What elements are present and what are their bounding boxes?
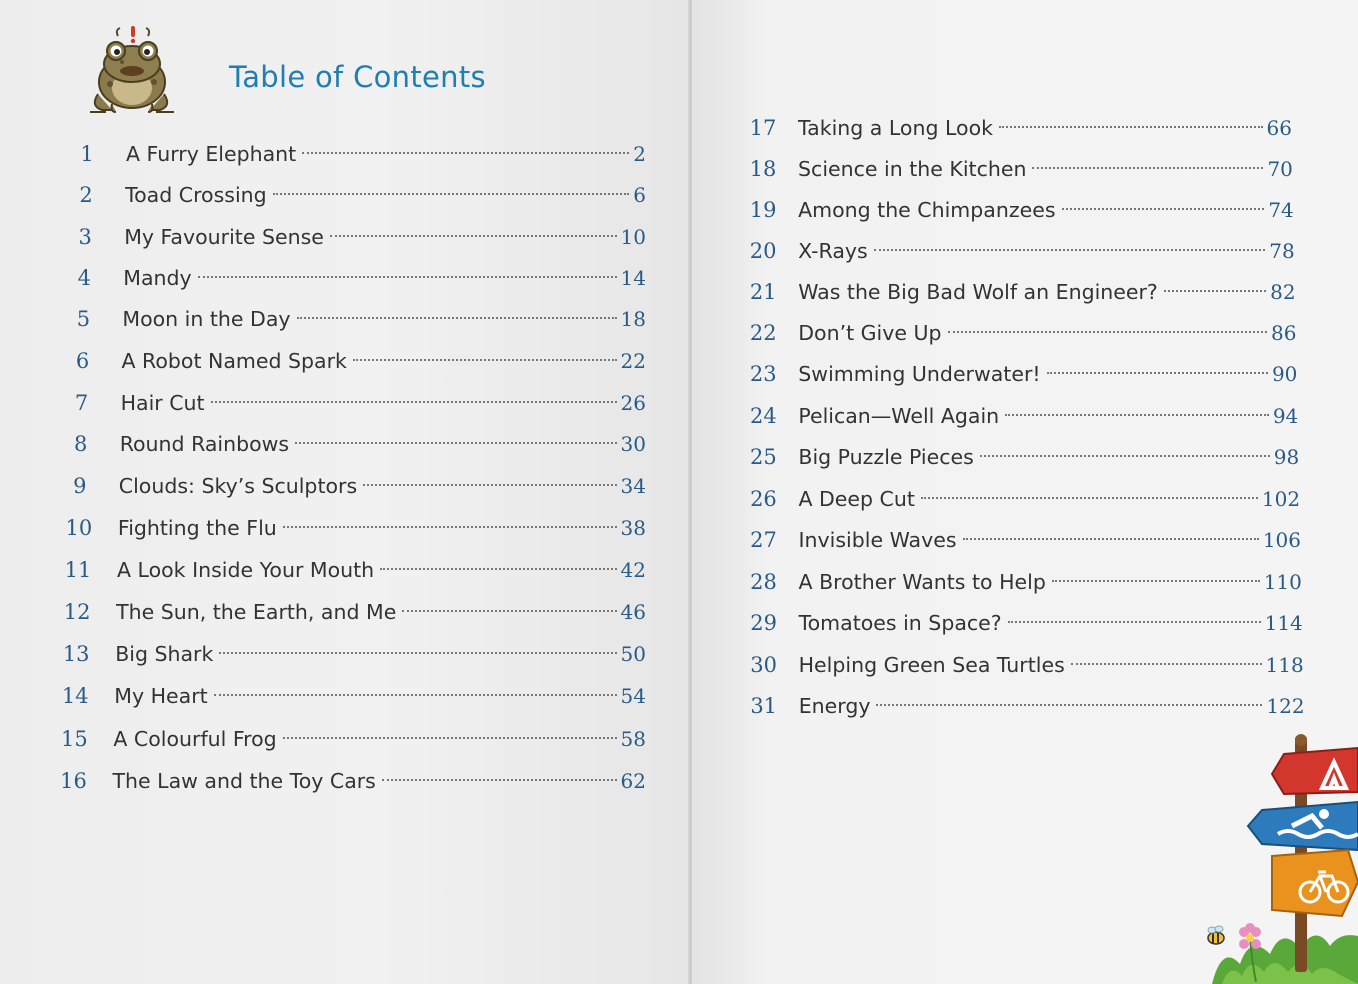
- toc-entry-number: 9: [73, 474, 87, 499]
- toc-entry-title: Helping Green Sea Turtles: [798, 652, 1065, 677]
- toc-entry-leader: [1008, 621, 1261, 623]
- toc-entry-number: 14: [61, 684, 89, 709]
- toc-entry-leader: [214, 694, 617, 696]
- toc-entry-page: 94: [1272, 403, 1299, 428]
- toc-entry-leader: [1062, 208, 1265, 210]
- frog-icon: [82, 24, 180, 116]
- toc-entry: [744, 439, 1299, 475]
- toc-entry-page: 10: [620, 224, 646, 249]
- toc-entry-leader: [980, 455, 1270, 457]
- toc-entry-leader: [402, 610, 616, 612]
- toc-entry: [59, 552, 646, 588]
- toc-entry-title: Was the Big Bad Wolf an Engineer?: [798, 280, 1158, 305]
- toc-entry-number: 5: [76, 307, 91, 332]
- toc-entry-leader: [876, 704, 1262, 706]
- toc-entry: [744, 398, 1298, 434]
- toc-entry-number: 1: [80, 142, 94, 166]
- page-title: Table of Contents: [229, 60, 486, 94]
- toc-entry: [58, 594, 646, 630]
- toc-entry-title: Clouds: Sky’s Sculptors: [118, 474, 358, 499]
- toc-entry-number: 25: [750, 445, 777, 470]
- toc-entry-title: Big Puzzle Pieces: [798, 445, 974, 470]
- toc-entry-page: 118: [1265, 652, 1304, 677]
- toc-entry-page: 98: [1273, 445, 1300, 470]
- toc-entry-number: 22: [749, 321, 777, 346]
- toc-entry-number: 20: [749, 238, 777, 263]
- toc-entry-number: 19: [749, 197, 777, 222]
- toc-entry-page: 22: [620, 349, 646, 373]
- toc-entry-leader: [297, 317, 617, 319]
- toc-entry: [57, 636, 646, 672]
- toc-entry-title: Science in the Kitchen: [798, 156, 1027, 181]
- toc-entry-leader: [1052, 580, 1260, 582]
- toc-entry-title: A Look Inside Your Mouth: [117, 558, 375, 582]
- toc-entry-page: 38: [620, 516, 646, 541]
- toc-entry: [744, 481, 1300, 517]
- toc-entry-title: Round Rainbows: [119, 432, 290, 457]
- toc-entry: [56, 678, 646, 714]
- toc-entry-leader: [302, 152, 629, 154]
- toc-entry-leader: [363, 484, 616, 486]
- toc-entry-leader: [380, 568, 616, 570]
- toc-entry-leader: [999, 126, 1263, 128]
- toc-entry-number: 23: [749, 362, 777, 387]
- toc-entry: [65, 260, 646, 296]
- toc-entry-number: 13: [62, 642, 90, 667]
- toc-entry-leader: [921, 497, 1258, 499]
- toc-entry-title: Taking a Long Look: [798, 116, 994, 140]
- toc-entry: [64, 301, 646, 337]
- toc-entry-number: 2: [79, 183, 93, 208]
- toc-entry: [744, 151, 1293, 187]
- toc-entry-number: 26: [750, 486, 777, 511]
- toc-entry-leader: [963, 538, 1259, 540]
- toc-entry: [744, 274, 1295, 310]
- toc-entry: [68, 136, 646, 172]
- toc-entry: [66, 219, 646, 255]
- toc-entry-number: 15: [61, 726, 88, 751]
- toc-entry-title: Energy: [798, 694, 871, 719]
- toc-entry: [62, 426, 646, 462]
- toc-entry-number: 4: [77, 265, 91, 290]
- toc-entry-leader: [382, 779, 617, 781]
- toc-entry-leader: [874, 249, 1266, 251]
- toc-entry-title: Moon in the Day: [122, 307, 291, 332]
- toc-entry-page: 106: [1262, 528, 1301, 552]
- toc-entry-number: 7: [74, 390, 89, 415]
- toc-entry-leader: [1005, 414, 1269, 416]
- toc-entry: [745, 605, 1303, 641]
- toc-entry-title: Fighting the Flu: [117, 516, 277, 541]
- toc-entry-title: The Sun, the Earth, and Me: [116, 600, 397, 625]
- toc-entry-page: 30: [620, 432, 646, 457]
- toc-entry: [55, 721, 646, 757]
- toc-entry-page: 58: [620, 726, 646, 751]
- toc-entry-page: 46: [620, 600, 646, 625]
- toc-entry: [744, 110, 1292, 146]
- toc-entry: [744, 233, 1295, 269]
- toc-entry-title: My Heart: [114, 684, 208, 709]
- toc-entry-number: 8: [74, 432, 88, 457]
- toc-entry-page: 26: [620, 390, 646, 415]
- toc-entry-title: Big Shark: [115, 642, 214, 667]
- toc-entry-page: 122: [1266, 694, 1305, 719]
- toc-entry-leader: [1071, 663, 1262, 665]
- toc-entry-page: 6: [633, 183, 646, 208]
- toc-entry-number: 28: [750, 569, 777, 594]
- toc-entry-number: 30: [750, 652, 777, 677]
- toc-entry: [744, 315, 1296, 351]
- toc-entry-leader: [948, 331, 1268, 333]
- toc-entry-title: Swimming Underwater!: [798, 362, 1041, 387]
- toc-entry-page: 90: [1271, 362, 1298, 387]
- toc-entry-page: 50: [620, 642, 646, 667]
- toc-entry-page: 18: [620, 307, 646, 332]
- toc-entry-number: 10: [65, 516, 93, 541]
- toc-entry-title: Invisible Waves: [798, 528, 957, 552]
- toc-entry-number: 29: [750, 611, 777, 636]
- toc-entry: [745, 522, 1302, 558]
- toc-entry-leader: [219, 652, 616, 654]
- toc-entry-leader: [353, 359, 617, 361]
- toc-entry-page: 2: [633, 142, 646, 166]
- toc-entry-title: The Law and the Toy Cars: [112, 769, 376, 793]
- toc-entry-leader: [1032, 167, 1263, 169]
- toc-entry-page: 42: [620, 558, 646, 582]
- toc-entry-number: 17: [749, 116, 777, 140]
- bee-icon: [1208, 926, 1224, 944]
- toc-entry-title: Toad Crossing: [125, 183, 267, 208]
- toc-entry-leader: [273, 193, 630, 195]
- toc-entry-page: 82: [1270, 280, 1296, 305]
- toc-entry-page: 14: [620, 265, 646, 290]
- toc-entry-page: 70: [1267, 156, 1293, 181]
- toc-entry-title: X-Rays: [798, 238, 868, 263]
- toc-entry-page: 86: [1271, 321, 1297, 346]
- toc-entry-title: Tomatoes in Space?: [798, 611, 1002, 636]
- toc-entry-leader: [295, 442, 616, 444]
- toc-entry-number: 21: [749, 280, 777, 305]
- toc-entry-number: 3: [78, 224, 92, 249]
- toc-entry: [64, 343, 647, 379]
- toc-entry-leader: [330, 235, 617, 237]
- toc-entry: [745, 688, 1305, 724]
- toc-entry-leader: [198, 276, 617, 278]
- toc-entry-title: A Brother Wants to Help: [798, 569, 1046, 594]
- toc-entry: [745, 647, 1304, 683]
- toc-entry: [63, 385, 646, 421]
- toc-entry-number: 24: [749, 403, 777, 428]
- toc-entry: [61, 468, 646, 504]
- toc-entry-number: 6: [75, 349, 90, 373]
- toc-entry-title: A Robot Named Spark: [121, 349, 347, 373]
- toc-entry: [60, 510, 646, 546]
- toc-entry-title: Don’t Give Up: [798, 321, 942, 346]
- toc-entry-number: 16: [60, 769, 87, 793]
- toc-entry-page: 110: [1263, 569, 1302, 594]
- toc-entry-page: 62: [620, 769, 646, 793]
- toc-entry-page: 54: [620, 684, 646, 709]
- toc-entry: [744, 356, 1297, 392]
- toc-entry-title: A Colourful Frog: [113, 726, 277, 751]
- toc-entry-title: Mandy: [123, 265, 192, 290]
- toc-entry-number: 31: [750, 694, 778, 719]
- toc-entry-leader: [1047, 372, 1268, 374]
- toc-entry-page: 34: [620, 474, 646, 499]
- toc-entry: [745, 564, 1302, 600]
- toc-entry-title: Pelican—Well Again: [798, 403, 1000, 428]
- toc-entry-page: 102: [1261, 486, 1301, 511]
- toc-entry-number: 18: [749, 156, 777, 181]
- toc-entry-leader: [1164, 290, 1266, 292]
- toc-entry-title: A Deep Cut: [798, 486, 915, 511]
- toc-entry-page: 74: [1268, 197, 1294, 222]
- toc-entry-title: My Favourite Sense: [124, 224, 324, 249]
- toc-entry-page: 78: [1269, 238, 1295, 263]
- toc-entry: [55, 763, 647, 799]
- toc-entry-leader: [283, 737, 617, 739]
- toc-entry-title: Among the Chimpanzees: [798, 197, 1056, 222]
- toc-entry-number: 11: [64, 558, 92, 582]
- toc-entry-leader: [211, 401, 617, 403]
- toc-entry-number: 27: [750, 528, 777, 552]
- toc-entry-page: 114: [1264, 611, 1303, 636]
- signpost-icon: [1192, 732, 1358, 984]
- toc-entry-page: 66: [1266, 116, 1292, 140]
- toc-entry-number: 12: [63, 600, 91, 625]
- toc-entry: [744, 192, 1294, 228]
- toc-entry-leader: [283, 526, 617, 528]
- toc-entry: [67, 177, 646, 213]
- toc-entry-title: Hair Cut: [120, 390, 205, 415]
- toc-entry-title: A Furry Elephant: [126, 142, 297, 166]
